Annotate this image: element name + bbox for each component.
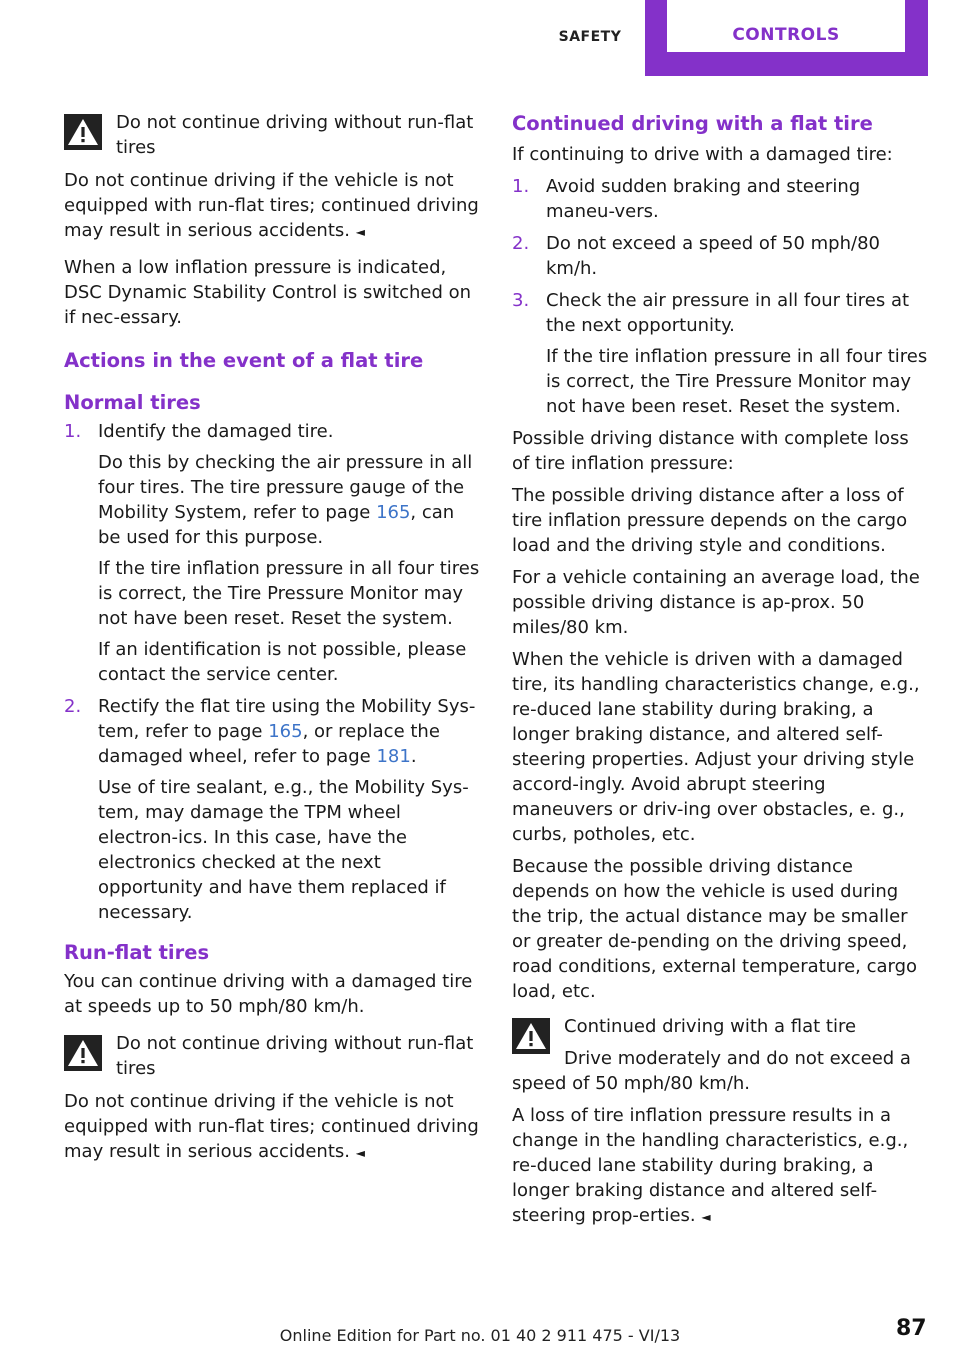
run-flat-paragraph: You can continue driving with a damaged tire at speeds up to 50 mph/80 km/h. [64,971,473,1017]
footer-edition: Online Edition for Part no. 01 40 2 911 475 - VI/13 [279,1326,681,1345]
step-number: 3. [512,290,530,311]
body-paragraph: When the vehicle is driven with a damaged tire, its handling characteristics change, e.g., re-duced lane stability during braking, a longer braking distance, and altered self-steering properties. Adjust your driving style accord-ingly. Avoid abrupt steering maneuvers or driv-ing over obstacles, e. g., curbs, potholes, etc. [512,649,920,845]
tab-safety[interactable]: SAFETY [558,29,622,45]
page-link[interactable]: 165 [268,721,303,742]
step-number: 1. [512,176,530,197]
page-number: 87 [896,1316,927,1341]
warning-title: Do not continue driving without run-flat tires [116,112,474,158]
normal-tires-steps [64,419,482,925]
intro-paragraph: If continuing to drive with a damaged tire: [512,144,893,165]
body-paragraph: A loss of tire inflation pressure results in a change in the handling characteristics, e.g., re-duced lane stability during braking, a longer braking distance and altered self-steering prop-erties. ◄ [512,1105,909,1226]
list-item: 3. Check the air pressure in all four tires at the next opportunity. If the tire inflation pressure in all four tires is correct, the Tire Pressure Monitor may not have been reset. Reset the system. [512,290,928,417]
end-mark: ◄ [701,1210,711,1224]
warning-icon [64,1035,102,1071]
end-mark: ◄ [355,225,365,239]
body-paragraph: The possible driving distance after a loss of tire inflation pressure depends on the cargo load and the driving style and conditions. [512,485,908,556]
tab-controls[interactable] [645,0,928,76]
list-item: 1. Avoid sudden braking and steering maneu-vers. [512,176,861,222]
warning-box [64,110,482,160]
step-number: 2. [512,233,530,254]
page-link[interactable]: 165 [376,502,411,523]
subheading-normal-tires: Normal tires [64,391,201,414]
right-column [512,110,930,1237]
body-paragraph: Possible driving distance with complete loss of tire inflation pressure: [512,428,909,474]
body-paragraph: Because the possible driving distance depends on how the vehicle is used during the trip, the actual distance may be smaller or greater de-pending on the driving speed, road conditions, external temperature, cargo load, etc. [512,856,918,1002]
warning-box [64,1031,482,1081]
list-item: 2. Do not exceed a speed of 50 mph/80 km/h. [512,233,880,279]
step-number: 2. [64,696,82,717]
warning-title: Continued driving with a flat tire [564,1016,857,1037]
warning-text: Do not continue driving if the vehicle is not equipped with run-flat tires; continued driving may result in serious accidents. ◄ [64,1091,479,1162]
dsc-paragraph: When a low inflation pressure is indicated, DSC Dynamic Stability Control is switched on if nec-essary. [64,257,472,328]
end-mark: ◄ [355,1146,365,1160]
tab-controls-label: CONTROLS [667,0,905,52]
warning-title: Do not continue driving without run-flat tires [116,1033,474,1079]
continued-driving-steps [512,174,930,419]
list-item: 1. Identify the damaged tire. Do this by checking the air pressure in all four tires. The tire pressure gauge of the Mobility System, refer to page 165, can be used for this purpose. If the tire inflation pressure in all four tires is correct, the Tire Pressure Monitor may not have been reset. Reset the system. If an identification is not possible, please contact the service center. [64,421,480,685]
list-item: 2. Rectify the flat tire using the Mobility Sys-tem, refer to page 165, or replace the damaged wheel, refer to page 181. Use of tire sealant, e.g., the Mobility Sys-tem, may damage the TPM wheel electron-ics. In this case, have the electronics checked at the next opportunity and have them replaced if necessary. [64,696,476,923]
subheading-run-flat: Run-flat tires [64,941,210,964]
section-heading-actions: Actions in the event of a flat tire [64,349,424,372]
warning-text: speed of 50 mph/80 km/h. [512,1073,751,1094]
section-heading-continued-driving: Continued driving with a flat tire [512,112,873,135]
warning-icon [512,1018,550,1054]
warning-text: Do not continue driving if the vehicle is not equipped with run-flat tires; continued driving may result in serious accidents. ◄ [64,170,479,241]
warning-text: Drive moderately and do not exceed a [564,1048,911,1069]
body-paragraph: For a vehicle containing an average load, the possible driving distance is ap-prox. 50 miles/80 km. [512,567,920,638]
step-number: 1. [64,421,82,442]
left-column [64,110,482,1176]
page-link[interactable]: 181 [376,746,411,767]
warning-box [512,1014,930,1071]
warning-icon [64,114,102,150]
